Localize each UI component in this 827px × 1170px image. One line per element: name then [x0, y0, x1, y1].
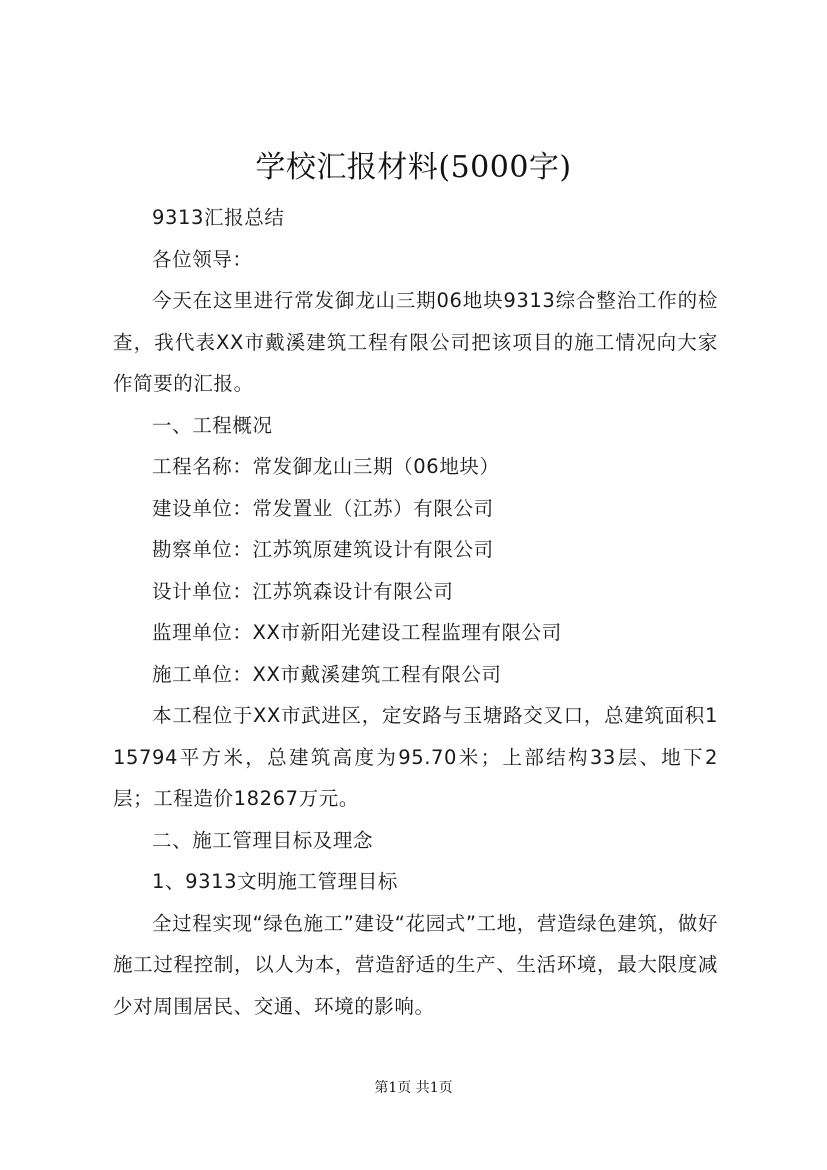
paragraph-contractor-unit: 施工单位：XX市戴溪建筑工程有限公司 [152, 662, 502, 686]
paragraph-location: 本工程位于XX市武进区，定安路与玉塘路交叉口，总建筑面积115794平方米，总建筑高度为95.70米；上部结构33层、地下2层；工程造价18267万元。 [113, 704, 718, 810]
section-heading-overview: 一、工程概况 [152, 413, 273, 437]
document-body [113, 197, 718, 1027]
section-heading-goals: 二、施工管理目标及理念 [152, 828, 374, 852]
paragraph-summary-heading: 9313汇报总结 [152, 206, 285, 229]
paragraph-supervision-unit: 监理单位：XX市新阳光建设工程监理有限公司 [152, 621, 562, 644]
subsection-heading-civilized-construction: 1、9313文明施工管理目标 [152, 870, 398, 893]
paragraph-green-construction: 全过程实现“绿色施工”建设“花园式”工地，营造绿色建筑，做好施工过程控制，以人为本，营造舒适的生产、生活环境，最大限度减少对周围居民、交通、环境的影响。 [113, 911, 718, 1018]
paragraph-construction-unit: 建设单位：常发置业（江苏）有限公司 [152, 496, 494, 520]
paragraph-design-unit: 设计单位：江苏筑森设计有限公司 [152, 579, 454, 603]
document-title: 学校汇报材料(5000字) [255, 150, 572, 185]
paragraph-survey-unit: 勘察单位：江苏筑原建筑设计有限公司 [152, 538, 494, 561]
paragraph-intro: 今天在这里进行常发御龙山三期06地块9313综合整治工作的检查，我代表XX市戴溪建筑工程有限公司把该项目的施工情况向大家作简要的汇报。 [113, 289, 718, 395]
paragraph-salutation: 各位领导： [152, 247, 253, 271]
paragraph-project-name: 工程名称：常发御龙山三期（06地块） [152, 455, 500, 478]
page-number-footer: 第1页 共1页 [374, 1080, 453, 1096]
